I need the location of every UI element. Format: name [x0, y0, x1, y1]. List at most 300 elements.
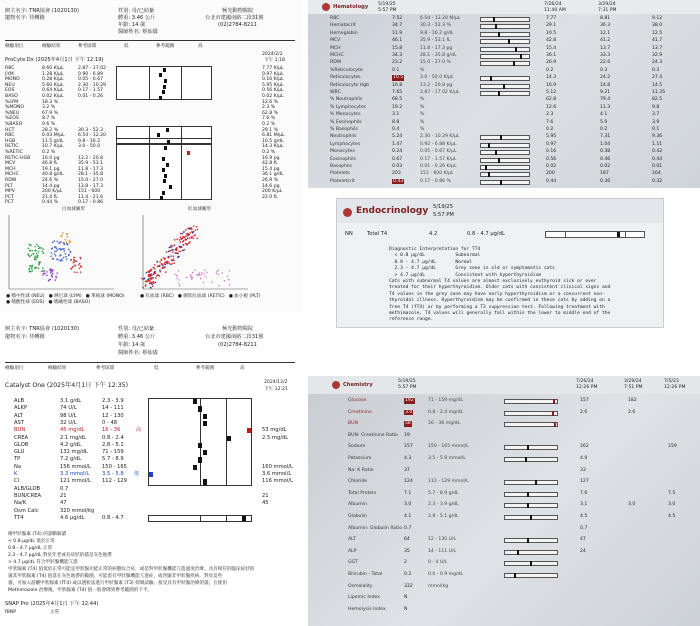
rbc-dot	[173, 258, 175, 260]
row-value: 5.60 K/µL	[42, 82, 64, 88]
hem-hist-2: 0.2	[600, 127, 608, 132]
row-name: MCHC	[5, 172, 19, 178]
plt-dot	[201, 274, 202, 275]
snap-title: SNAP Pro (2025年4月1日 下午 12:44)	[5, 601, 99, 607]
plt-dot	[222, 272, 223, 273]
plt-dot	[174, 274, 175, 275]
endo-line: thyroidal illness. Hyperthyroidism may be confirmed in these cats by adding on a	[389, 298, 611, 304]
hem-range-marker	[500, 135, 502, 140]
row-name: BASO	[5, 94, 18, 99]
wbc-dot	[52, 269, 54, 271]
current-date: 5/19/25	[378, 2, 396, 7]
hem-row-name: WBC	[330, 90, 341, 95]
wbc-dot	[55, 277, 57, 279]
hem-row-value: 68.5	[392, 97, 403, 103]
rbc-dot	[179, 250, 181, 252]
rbc-dot	[151, 284, 153, 286]
row-name: Osm Calc	[14, 507, 39, 514]
chem-row-name: Osmolality	[348, 583, 373, 589]
range-marker	[163, 179, 166, 183]
chem-hist-1: 3.1	[580, 502, 588, 508]
wbc-dot	[60, 235, 62, 237]
chem-row-value: 7.1	[404, 490, 412, 496]
plt-dot	[229, 284, 230, 285]
wbc-dot	[38, 245, 40, 247]
endo-line: Diagnostic Interpretation for TT4	[389, 247, 481, 252]
endo-line: free T4 (fT4) or by performing a T3 suppression test. Following treatment with	[389, 304, 605, 310]
rbc-dot	[172, 251, 174, 253]
row-history: 62.8 %	[262, 110, 279, 116]
rbc-dot	[155, 277, 157, 279]
chem-row-value: 4.1	[404, 514, 412, 519]
hem-range-marker	[493, 17, 495, 22]
rbc-dot	[180, 247, 182, 249]
wbc-plot-title: 白血球圖形	[62, 207, 85, 212]
row-history: 29.1 %	[262, 127, 279, 133]
row-name: GLU	[14, 449, 25, 456]
rbc-dot	[170, 250, 172, 252]
row-name: TP	[14, 456, 21, 463]
row-value: 74 U/L	[60, 405, 77, 412]
wbc-dot	[52, 242, 54, 244]
rbc-dot	[170, 264, 172, 266]
range-marker	[166, 128, 169, 132]
row-range: 13.2 - 20.8	[78, 155, 104, 161]
rbc-dot	[174, 244, 176, 246]
chem-hist-1: 0.7	[580, 525, 588, 531]
chem-range-bar	[504, 550, 558, 555]
chem-row-name: ALP	[348, 548, 357, 554]
rbc-dot	[150, 287, 152, 289]
hem-row-value: 0.24	[392, 149, 403, 155]
endocrinology-screen	[336, 198, 664, 328]
row-name: RDW	[5, 178, 17, 183]
plt-dot	[206, 272, 207, 273]
wbc-dot	[36, 252, 38, 254]
hem-row-name: Reticulocyte Hgb	[330, 82, 370, 88]
chem-hist-2: 3.0	[628, 502, 636, 508]
hem-row-range: 0.01 - 0.26 K/µL	[420, 164, 457, 169]
wbc-dot	[42, 274, 44, 276]
range-marker	[159, 96, 162, 100]
chem-row-range: 16 - 36 mg/dL	[428, 421, 461, 427]
wbc-dot	[35, 268, 37, 270]
hem-range-bar	[480, 180, 530, 185]
rbc-dot	[180, 233, 182, 235]
wbc-dot	[67, 244, 69, 246]
range-marker	[160, 196, 163, 200]
hem-range-bar	[480, 91, 530, 96]
note-line: Methimazole 治療後，甲狀腺素 (T4) 值一般會降到參考範圍的下半。	[8, 588, 153, 593]
hem-hist-1: 10.5	[546, 30, 557, 36]
chem-hist-1: 2.6	[580, 409, 588, 415]
legend-item: ● 單核球 (MONO)	[85, 294, 125, 299]
endo-range-divider	[625, 231, 626, 238]
hist-date-1: 7/26/24	[544, 2, 562, 7]
chemistry-screen	[308, 376, 700, 626]
row-name: MCH	[5, 166, 16, 172]
endo-line: < 0.8 µg/dL Subnormal	[389, 253, 481, 259]
legend-item: ● 嗜中性球 (NEU)	[6, 294, 45, 299]
rbc-dot	[144, 278, 146, 280]
row-history: 15.4 pg	[262, 166, 280, 172]
chem-time-3: 12:26 PM	[664, 385, 686, 390]
row-name: RETIC	[5, 144, 19, 150]
wbc-dot	[31, 270, 33, 272]
wbc-dot	[65, 256, 67, 258]
chem-hist-1: 24	[580, 548, 586, 554]
hem-hist-1: 0.97	[546, 141, 557, 147]
wbc-dot	[34, 246, 36, 248]
wbc-dot	[39, 263, 41, 265]
row-value: 0.02 K/µL	[42, 94, 64, 99]
endocrinology-icon	[343, 208, 352, 217]
hem-hist-1: 2.3	[546, 112, 554, 118]
row-name: MPV	[5, 189, 15, 195]
wbc-dot	[65, 253, 67, 255]
hem-hist-1: 0.56	[546, 156, 557, 162]
row-range: 0.17 - 0.86	[78, 200, 104, 206]
chem-range-bar	[504, 399, 558, 404]
hem-row-value: 7.65	[392, 90, 403, 95]
hem-hist-1: 7.77	[546, 16, 557, 21]
endo-line: Cats with subnormal T4 values are almost exclusively euthyroid sick or over	[389, 279, 597, 284]
hem-range-marker	[495, 150, 497, 155]
wbc-dot	[71, 268, 73, 270]
hem-row-value: 0.67	[392, 156, 403, 162]
hem-hist-2: 0.3	[600, 67, 608, 73]
range-marker	[164, 79, 167, 83]
row-range: 16 - 36	[102, 427, 121, 434]
hem-row-value: 16.8	[392, 82, 403, 88]
row-name: ALB	[14, 398, 24, 404]
row-name: LYM	[5, 71, 14, 77]
row-range: 0.8 - 4.7	[102, 514, 124, 521]
rbc-dot	[150, 269, 152, 271]
range-marker	[203, 414, 207, 419]
hem-hist-1: 0.2	[546, 127, 554, 132]
history-time: 下午 12:21	[264, 387, 288, 392]
row-value: 8.60 K/µL	[42, 66, 64, 71]
hem-row-value: 23.2	[392, 60, 403, 66]
hem-row-name: Neutrophils	[330, 134, 357, 140]
wbc-dot	[63, 242, 65, 244]
range-marker	[162, 168, 165, 172]
wbc-dot	[50, 272, 52, 274]
chem-row-range: 150 - 165 mmol/L	[428, 444, 469, 450]
hem-hist-1: 62.8	[546, 97, 557, 103]
row-history: 0.97 K/µL	[262, 71, 284, 77]
rbc-dot	[192, 232, 194, 234]
hem-hist-1: 0.44	[546, 178, 557, 184]
history-date: 2024/2/2	[262, 52, 283, 57]
rbc-dot	[172, 249, 174, 251]
rbc-dot	[149, 278, 151, 280]
wbc-dot	[28, 255, 30, 257]
wbc-dot	[51, 252, 53, 254]
plt-dot	[227, 275, 228, 276]
hem-range-marker	[508, 39, 510, 44]
wbc-dot	[53, 240, 55, 242]
wbc-dot	[42, 267, 44, 269]
wbc-dot	[66, 234, 68, 236]
chem-row-name: GGT	[348, 560, 358, 566]
hem-hist-2: 7.31	[600, 134, 611, 140]
row-name: %MONO	[5, 105, 24, 111]
col-high: 高	[240, 366, 245, 371]
hem-range-marker	[488, 172, 490, 177]
rbc-dot	[142, 287, 144, 289]
row-range: 35.9 - 53.1	[78, 161, 104, 167]
hem-hist-2: 5.0	[600, 119, 608, 125]
hem-row-name: %Reticulocyte	[330, 67, 363, 73]
hem-hist-2: 1.04	[600, 141, 611, 147]
rbc-dot	[166, 252, 168, 254]
rbc-dot	[195, 229, 197, 231]
hem-row-name: MCH	[330, 45, 341, 51]
hem-range-marker	[498, 32, 500, 37]
hem-row-name: Hemoglobin	[330, 30, 358, 36]
chem-row-range: 0.8 - 2.4 mg/dL	[428, 409, 464, 415]
chem-range-bar	[504, 503, 558, 508]
wbc-dot	[41, 270, 43, 272]
row-history: 5.95 K/µL	[262, 82, 284, 88]
hem-range-bar	[480, 39, 530, 44]
hem-range-marker	[500, 180, 502, 185]
row-range: 13.8 - 17.3	[78, 183, 104, 189]
wbc-dot	[79, 263, 81, 265]
hem-hist-3: 1.11	[652, 141, 663, 147]
rbc-dot	[176, 238, 178, 240]
hem-row-range: 151 - 600 K/µL	[420, 171, 454, 177]
row-value: 0.28 K/µL	[42, 77, 64, 83]
plt-dot	[192, 272, 193, 273]
rbc-dot	[153, 272, 155, 274]
wbc-dot	[46, 274, 48, 276]
hem-hist-1: 16.9	[546, 82, 557, 88]
chem-date-3: 7/5/23	[664, 379, 679, 384]
plt-dot	[228, 279, 229, 280]
hem-hist-2: 12.1	[600, 30, 611, 36]
plt-dot	[218, 270, 219, 271]
range-marker	[163, 68, 166, 72]
chem-row-value: 3.0	[405, 409, 413, 415]
chem-row-name: Lipemic Index	[348, 595, 380, 601]
range-marker	[162, 90, 165, 94]
hospital-phone: (02)2784-8211	[218, 342, 257, 348]
wbc-dot	[31, 268, 33, 270]
row-name: HGB	[5, 138, 16, 144]
analyzer-title: Catalyst One (2025年4月1日 下午 12:35)	[5, 382, 129, 389]
hem-hist-1: 12.6	[546, 104, 557, 110]
range-marker	[164, 146, 167, 150]
note-line: 甲狀腺素 (T4) 值低於正常可能是甲狀腺功能正常的病態綜合症，或是對甲狀腺機能亢進過度治療。具有相符的臨床症狀的	[8, 567, 255, 572]
chem-hist-3: 3.0	[668, 502, 676, 508]
rbc-dot	[185, 235, 187, 237]
row-value: 132 mg/dL	[60, 449, 88, 456]
hem-row-value: 34.7	[392, 23, 403, 29]
wbc-dot	[36, 266, 38, 268]
row-history: 116 mmol/L	[262, 478, 293, 485]
col-low: 低	[124, 44, 129, 49]
wbc-dot	[53, 258, 55, 260]
col-item: 檢驗項目	[5, 366, 24, 371]
row-range: 0.8 - 2.4	[102, 434, 124, 441]
snap-item: fBNP	[5, 610, 16, 615]
row-value: 7.2 g/dL	[60, 456, 82, 463]
row-value: 4.2 g/dL	[60, 441, 82, 448]
hematology-icon	[322, 3, 330, 11]
wbc-dot	[62, 248, 64, 250]
hem-row-value: 8.8	[392, 119, 400, 125]
rbc-dot	[197, 238, 199, 240]
chem-row-value: N	[404, 606, 408, 612]
chem-row-range: 71 - 159 mg/dL	[428, 398, 464, 403]
row-name: PCT	[5, 194, 14, 200]
hem-row-value: 10.5	[393, 75, 404, 81]
hem-row-value: 5.24	[392, 134, 403, 140]
chem-hist-3: 4.5	[668, 514, 676, 519]
row-range: 0.17 - 1.57	[78, 88, 104, 94]
chem-row-value: 0.7	[404, 525, 412, 531]
chem-row-value: 37	[404, 467, 410, 473]
hematology-title: Hematology	[333, 4, 369, 10]
range-marker	[193, 399, 197, 404]
col-result: 檢驗結果	[48, 366, 67, 371]
rbc-dot	[191, 236, 193, 238]
wbc-dot	[57, 249, 59, 251]
chem-time-2: 7:51 PM	[624, 385, 643, 390]
rbc-dot	[159, 261, 161, 263]
row-value: 21.4 fL	[42, 194, 58, 200]
note-line: 總甲狀腺素 (T4) 的診斷解讀	[8, 532, 67, 537]
plt-dot	[190, 274, 191, 275]
chem-row-name: Na: K Ratio	[348, 467, 374, 473]
rbc-dot	[183, 240, 185, 242]
row-history: 0.16 K/µL	[262, 77, 284, 83]
rbc-dot	[146, 272, 148, 274]
row-name: BUN/CREA	[14, 492, 42, 499]
rbc-dot	[159, 271, 161, 273]
rbc-legend	[140, 294, 270, 300]
rbc-dot	[168, 251, 170, 253]
rbc-dot	[175, 249, 177, 251]
hem-hist-1: 29.1	[546, 23, 557, 29]
col-low: 低	[154, 366, 159, 371]
rbc-dot	[193, 225, 195, 227]
rbc-dot	[187, 228, 189, 230]
hem-range-bar	[480, 24, 530, 29]
chem-range-marker	[530, 561, 532, 566]
procyte-report	[0, 0, 302, 312]
row-history: 6.81 M/µL	[262, 133, 285, 139]
weight-label: 體重	[118, 15, 129, 21]
sex-line: 性別: 母/已結紮	[118, 326, 155, 332]
row-range: 3.0 - 50.0	[78, 144, 101, 150]
chem-hist-1: 127	[580, 479, 589, 485]
hem-hist-3: 41.7	[652, 38, 663, 44]
hem-hist-1: 0.02	[546, 164, 557, 169]
row-history: 0.02 K/µL	[262, 94, 284, 99]
wbc-dot	[67, 236, 69, 238]
row-name: Na/K	[14, 500, 27, 507]
wbc-dot	[50, 255, 52, 257]
hem-row-value: 0.4	[392, 127, 400, 132]
note-line: 貓，可加入游離甲狀腺素 (fT4) 或以透析法進行甲狀腺素 (T3) 抑制試驗。接受具有甲狀腺治療的貓，在使用	[8, 581, 228, 586]
owner-line: 飼主名字: TNR協會 (1020130)	[5, 326, 79, 332]
range-marker	[159, 73, 162, 77]
endo-value: 4.2	[429, 231, 438, 237]
wbc-dot	[27, 253, 29, 255]
row-range: 2.87 - 17.02	[78, 66, 106, 71]
hospital-phone: (02)2784-8211	[218, 22, 257, 28]
hem-hist-2: 11.3	[600, 104, 611, 110]
hem-hist-1: 0.2	[546, 67, 554, 73]
chem-row-value: 332	[404, 583, 413, 589]
hem-hist-3: 0.44	[652, 156, 663, 162]
hem-row-range: 28.1 - 35.8 g/dL	[420, 53, 457, 58]
wbc-dot	[52, 273, 54, 275]
hospital-name: 極光動物醫院	[222, 326, 254, 332]
hem-range-bar	[480, 17, 530, 22]
row-name: PLT	[5, 183, 13, 189]
endo-range: 0.8 - 4.7 µg/dL	[467, 231, 505, 237]
row-value: 28.2 %	[42, 127, 59, 133]
hem-hist-2: 13.7	[600, 45, 611, 51]
hem-range-marker	[513, 61, 515, 66]
plt-dot	[176, 275, 177, 276]
range-grid	[116, 66, 212, 100]
hem-row-name: Plateletcrit	[330, 178, 355, 184]
range-divider	[181, 139, 182, 143]
wbc-dot	[59, 242, 61, 244]
hem-hist-2: 9.21	[600, 90, 611, 95]
rbc-dot	[192, 238, 194, 240]
wbc-dot	[68, 255, 70, 257]
row-value: 40.8 g/dL	[42, 172, 64, 178]
hem-range-marker	[488, 143, 490, 148]
history-date: 2024/12/2	[264, 380, 288, 385]
chem-range-marker	[530, 515, 532, 520]
wbc-dot	[29, 265, 31, 267]
row-range: 6.54 - 12.20	[78, 133, 106, 139]
row-value: 98 U/L	[60, 412, 77, 419]
wbc-dot	[29, 244, 31, 246]
hem-hist-1: 14.3	[546, 75, 557, 81]
chem-row-name: Glucose	[348, 398, 367, 403]
range-marker	[203, 479, 207, 484]
chem-range-bar	[504, 492, 558, 497]
chem-row-value: 64	[404, 537, 410, 543]
wbc-dot	[44, 270, 46, 272]
hospital-address: 台北市建國南路二段31號	[205, 334, 264, 340]
chem-hist-1: 33	[580, 467, 586, 473]
rbc-dot	[189, 237, 191, 239]
plt-dot	[224, 280, 225, 281]
hem-row-name: Platelets	[330, 171, 350, 177]
endo-range-marker	[617, 232, 620, 237]
chem-row-name: ALT	[348, 537, 356, 543]
rbc-dot	[163, 257, 165, 259]
chem-date-2: 3/29/24	[624, 379, 642, 384]
hem-row-range: 9.8 - 16.2 g/dL	[420, 30, 454, 36]
snap-value: 正常	[50, 610, 60, 615]
hem-range-bar	[480, 32, 530, 37]
wbc-dot	[64, 244, 66, 246]
range-marker	[203, 421, 207, 426]
hem-hist-3: 0.3	[652, 67, 660, 73]
row-value: 3.2 %	[42, 105, 56, 111]
